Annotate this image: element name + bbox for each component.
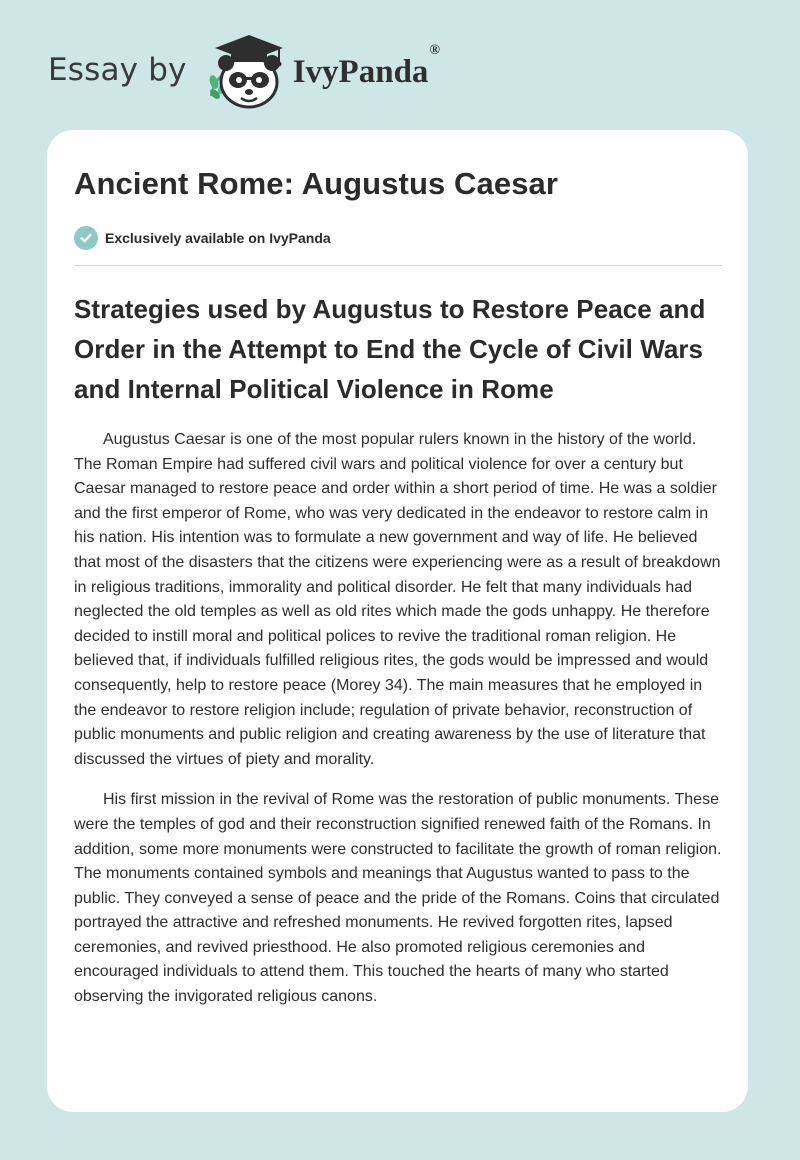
panda-graduate-logo-icon[interactable] [201, 30, 291, 110]
section-heading: Strategies used by Augustus to Restore Peace and Order in the Attempt to End the Cycle of Civil Wars and Internal Political Violence in Rome [74, 294, 706, 404]
brand-name[interactable] [292, 42, 440, 91]
check-circle-icon [74, 226, 98, 250]
exclusive-label: Exclusively available on IvyPanda [105, 230, 331, 246]
paragraph: Augustus Caesar is one of the most popular rulers known in the history of the world. The Roman Empire had suffered civil wars and political violence for over a century but Caesar managed to restore peace and order within a short period of time. He was a soldier and the first emperor of Rome, who was very dedicated in the endeavor to restore calm in his nation. His intention was to formulate a new government and way of life. He believed that most of the disasters that the citizens were experiencing were as a result of breakdown in religious traditions, immorality and political disorder. He felt that many individuals had neglected the old temples as well as old rites which made the gods unhappy. He therefore decided to instill moral and political polices to revive the traditional roman religion. He believed that, if individuals fulfilled religious rites, the gods would be impressed and would consequently, help to restore peace (Morey 34). The main measures that he employed in the endeavor to restore religion include; regulation of private behavior, reconstruction of public monuments and public religion and creating awareness by the use of literature that discussed the virtues of piety and morality. [74, 431, 721, 768]
divider [74, 265, 722, 266]
brand-text: IvyPanda [292, 53, 429, 90]
exclusive-badge [74, 226, 722, 250]
essay-card [47, 130, 748, 1112]
essay-body [74, 428, 722, 1010]
site-header [48, 30, 440, 110]
registered-mark: ® [429, 42, 440, 58]
essay-by-label: Essay by [48, 52, 187, 88]
paragraph: His first mission in the revival of Rome was the restoration of public monuments. These were the temples of god and their reconstruction signified renewed faith of the Romans. In addition, some more monuments were constructed to facilitate the growth of roman religion. The monuments contained symbols and meanings that Augustus wanted to pass to the public. They conveyed a sense of peace and the pride of the Romans. Coins that circulated portrayed the attractive and refreshed monuments. He revived forgotten rites, lapsed ceremonies, and revived priesthood. He also promoted religious ceremonies and encouraged individuals to attend them. This touched the hearts of many who started observing the invigorated religious canons. [74, 791, 722, 1006]
page-title: Ancient Rome: Augustus Caesar [74, 166, 559, 201]
